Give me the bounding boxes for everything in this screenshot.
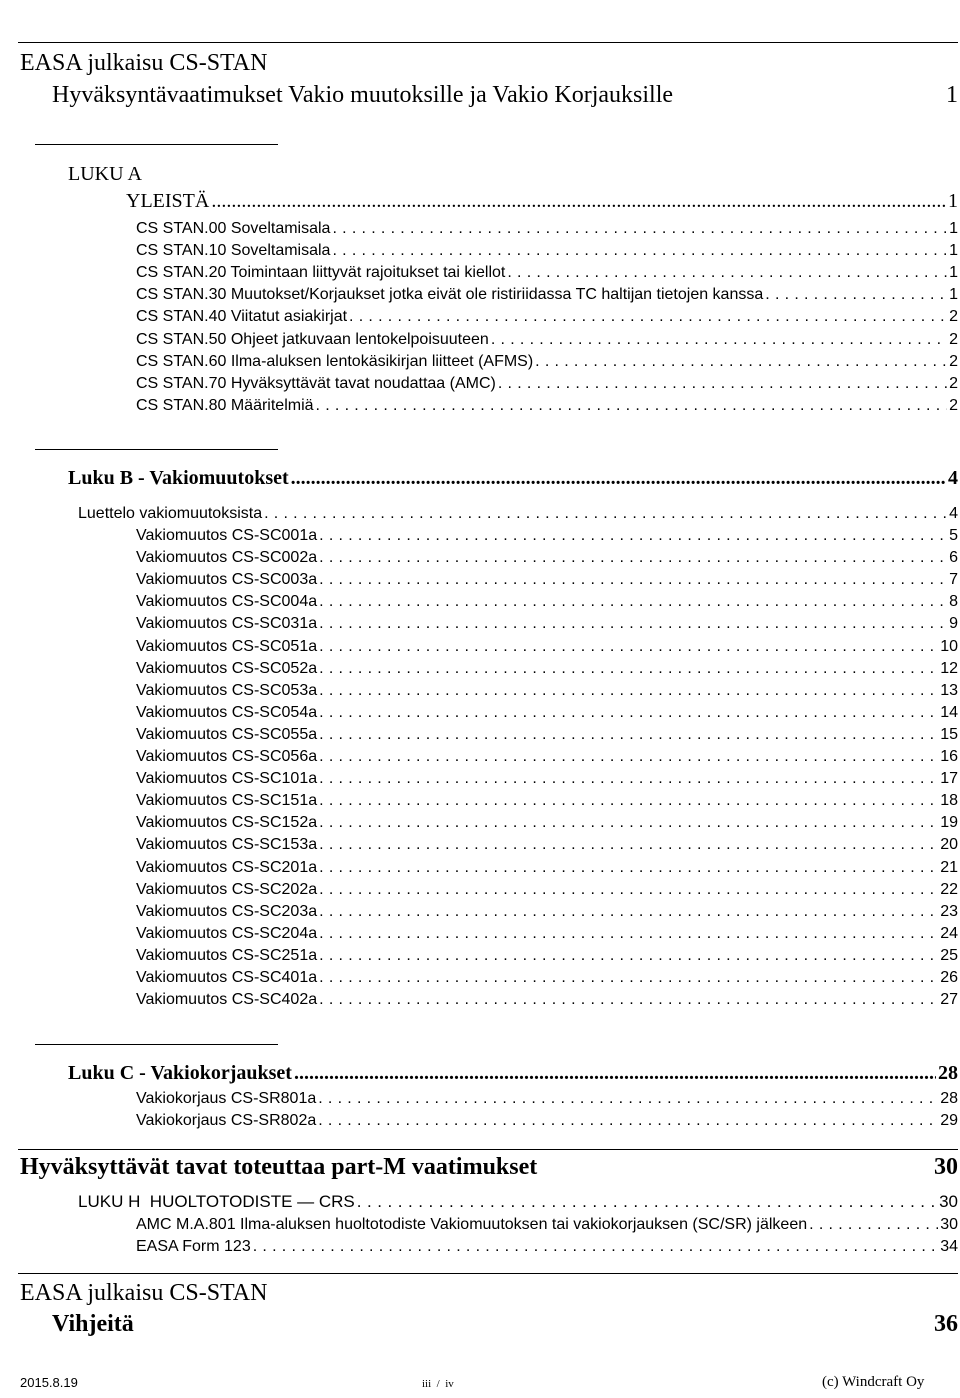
chapter-b-entry-page: 22 — [940, 880, 958, 898]
chapter-b-entry-page: 25 — [940, 946, 958, 964]
toc-leader — [357, 1192, 937, 1212]
chapter-b-entry[interactable] — [136, 571, 958, 589]
chapter-a-entry-title: CS STAN.80 Määritelmiä — [136, 396, 314, 414]
chapter-a-entry-page: 1 — [949, 242, 958, 260]
toc-leader — [318, 1090, 938, 1108]
toc-leader — [809, 1216, 938, 1234]
chapter-b-entry-title: Vakiomuutos CS-SC002a — [136, 549, 318, 567]
toc-leader — [319, 638, 938, 656]
part-m-heading-page: 30 — [934, 1154, 958, 1180]
toc-leader — [319, 925, 938, 943]
chapter-b-entry-page: 9 — [949, 615, 958, 633]
toc-leader — [498, 375, 947, 393]
chapter-b-entry-title: Vakiomuutos CS-SC052a — [136, 659, 318, 677]
footer-section-title: EASA julkaisu CS-STAN — [20, 1280, 268, 1306]
chapter-b-entry-page: 8 — [949, 593, 958, 611]
chapter-b-entry[interactable] — [136, 770, 958, 788]
chapter-b-entry-title: Vakiomuutos CS-SC054a — [136, 703, 318, 721]
chapter-b-entry-title: Vakiomuutos CS-SC051a — [136, 637, 318, 655]
chapter-a-entry[interactable] — [136, 397, 958, 415]
chapter-b-list-title-page: 4 — [949, 505, 958, 522]
chapter-b-entry[interactable] — [136, 615, 958, 633]
chapter-b-entry-title: Vakiomuutos CS-SC151a — [136, 792, 318, 810]
chapter-b-entry-title: Vakiomuutos CS-SC053a — [136, 681, 318, 699]
chapter-h-page: 30 — [939, 1192, 958, 1211]
chapter-a-label: LUKU A — [68, 163, 142, 185]
chapter-b-entry-title: Vakiomuutos CS-SC055a — [136, 725, 318, 743]
chapter-a-heading-page: 1 — [948, 190, 958, 212]
chapter-c-entry-page: 28 — [940, 1090, 958, 1107]
toc-leader — [211, 190, 946, 213]
footer-section-subtitle-page: 36 — [934, 1311, 958, 1337]
part-m-entry[interactable] — [136, 1238, 958, 1256]
chapter-b-entry[interactable] — [136, 859, 958, 877]
section-divider-b — [35, 449, 278, 450]
chapter-b-entry-page: 16 — [940, 748, 958, 765]
chapter-c-heading[interactable] — [68, 1062, 958, 1085]
chapter-b-heading-page: 4 — [948, 467, 958, 489]
chapter-b-entry[interactable] — [136, 969, 958, 987]
toc-leader — [319, 836, 938, 854]
part-m-entry[interactable] — [136, 1216, 958, 1234]
chapter-b-entry[interactable] — [136, 726, 958, 744]
chapter-b-entry-title: Vakiomuutos CS-SC003a — [136, 571, 318, 589]
chapter-b-entry-title: Vakiomuutos CS-SC056a — [136, 748, 318, 765]
top-rule — [18, 42, 958, 43]
chapter-b-entry[interactable] — [136, 527, 958, 545]
chapter-a-entry-page: 2 — [949, 396, 958, 414]
chapter-h-entry[interactable] — [78, 1192, 958, 1212]
chapter-b-entry[interactable] — [136, 947, 958, 965]
chapter-b-entry-page: 18 — [940, 792, 958, 810]
chapter-b-entry[interactable] — [136, 903, 958, 921]
chapter-b-entry-title: Vakiomuutos CS-SC153a — [136, 836, 318, 854]
chapter-b-entry-title: Vakiomuutos CS-SC202a — [136, 880, 318, 898]
chapter-b-entry-page: 20 — [940, 836, 958, 854]
chapter-b-entry-page: 7 — [949, 571, 958, 589]
chapter-b-entry[interactable] — [136, 704, 958, 722]
section-divider-m — [18, 1149, 958, 1150]
chapter-a-entry-page: 2 — [949, 308, 958, 326]
chapter-b-entry-title: Vakiomuutos CS-SC152a — [136, 814, 318, 832]
toc-leader — [319, 704, 938, 722]
chapter-b-entry[interactable] — [136, 792, 958, 810]
section-divider-footer — [18, 1273, 958, 1274]
toc-leader — [507, 264, 947, 282]
document-title: EASA julkaisu CS-STAN — [20, 50, 268, 76]
chapter-b-entry-page: 26 — [940, 969, 958, 986]
toc-leader — [319, 549, 947, 567]
chapter-b-entry-page: 17 — [940, 770, 958, 788]
toc-leader — [319, 814, 938, 832]
chapter-b-list-title[interactable] — [78, 505, 958, 523]
chapter-b-entry-title: Vakiomuutos CS-SC204a — [136, 924, 318, 942]
chapter-b-entry-title: Vakiomuutos CS-SC401a — [136, 969, 318, 986]
chapter-a-entry-title: CS STAN.60 Ilma-aluksen lentokäsikirjan liitteet (AFMS) — [136, 352, 534, 370]
toc-leader — [765, 286, 947, 304]
chapter-b-entry-title: Vakiomuutos CS-SC402a — [136, 991, 318, 1009]
toc-leader — [291, 467, 946, 490]
part-m-heading: Hyväksyttävät tavat toteuttaa part-M vaatimukset — [20, 1154, 538, 1180]
toc-leader — [319, 947, 938, 965]
part-m-entry-page: 30 — [940, 1216, 958, 1233]
document-subtitle: Hyväksyntävaatimukset Vakio muutoksille ja Vakio Korjauksille — [52, 82, 674, 108]
toc-leader — [319, 903, 938, 921]
chapter-b-entry-page: 5 — [949, 527, 958, 544]
chapter-a-entry-page: 2 — [949, 330, 958, 348]
chapter-b-entry-title: Vakiomuutos CS-SC203a — [136, 902, 318, 920]
chapter-a-entry-page: 1 — [949, 220, 958, 237]
part-m-entry-page: 34 — [940, 1238, 958, 1256]
chapter-a-entry[interactable] — [136, 264, 958, 282]
toc-leader — [319, 615, 947, 633]
chapter-a-entry-page: 1 — [949, 286, 958, 304]
chapter-a-entry[interactable] — [136, 331, 958, 349]
chapter-b-entry[interactable] — [136, 814, 958, 832]
chapter-b-entry-title: Vakiomuutos CS-SC201a — [136, 858, 318, 876]
toc-leader — [319, 660, 938, 678]
chapter-c-entry-page: 29 — [940, 1112, 958, 1130]
chapter-b-entry-page: 21 — [940, 858, 958, 876]
chapter-a-entry[interactable] — [136, 242, 958, 260]
chapter-b-entry-page: 24 — [940, 924, 958, 942]
toc-leader — [319, 571, 947, 589]
chapter-a-entry-title: CS STAN.30 Muutokset/Korjaukset jotka eivät ole ristiriidassa TC haltijan tietojen kanssa — [136, 286, 764, 304]
footer-page-indicator: iii / iv — [422, 1378, 454, 1390]
chapter-b-entry-page: 12 — [940, 659, 958, 677]
chapter-b-entry[interactable] — [136, 660, 958, 678]
chapter-a-entry[interactable] — [136, 308, 958, 326]
toc-leader — [294, 1062, 936, 1085]
chapter-b-entry-page: 14 — [940, 703, 958, 721]
chapter-b-entry[interactable] — [136, 638, 958, 656]
chapter-a-entry-title: CS STAN.00 Soveltamisala — [136, 220, 331, 237]
chapter-c-entry[interactable] — [136, 1090, 958, 1108]
chapter-a-entry-title: CS STAN.40 Viitatut asiakirjat — [136, 308, 348, 326]
chapter-a-entry[interactable] — [136, 286, 958, 304]
toc-leader — [264, 505, 947, 523]
chapter-b-entry-page: 10 — [940, 637, 958, 655]
chapter-b-entry-title: Vakiomuutos CS-SC251a — [136, 946, 318, 964]
toc-leader — [319, 726, 938, 744]
toc-leader — [319, 991, 938, 1009]
chapter-c-entry-title: Vakiokorjaus CS-SR801a — [136, 1090, 317, 1107]
chapter-a-entry-title: CS STAN.20 Toimintaan liittyvät rajoitukset tai kiellot — [136, 264, 506, 282]
section-divider-c — [35, 1044, 278, 1045]
chapter-a-heading-title: YLEISTÄ — [126, 190, 210, 212]
chapter-b-entry[interactable] — [136, 836, 958, 854]
chapter-a-entry[interactable] — [136, 353, 958, 371]
chapter-a-entry[interactable] — [136, 375, 958, 393]
chapter-a-entry-title: CS STAN.70 Hyväksyttävät tavat noudattaa (AMC) — [136, 374, 496, 392]
chapter-b-list-title-text: Luettelo vakiomuutoksista — [78, 505, 263, 522]
footer-copyright: (c) Windcraft Oy — [822, 1374, 925, 1390]
toc-leader — [332, 220, 947, 238]
part-m-entry-title: EASA Form 123 — [136, 1238, 251, 1256]
chapter-c-entry[interactable] — [136, 1112, 958, 1130]
chapter-a-entry-title: CS STAN.50 Ohjeet jatkuvaan lentokelpoisuuteen — [136, 330, 489, 348]
toc-leader — [316, 397, 948, 415]
toc-leader — [319, 969, 938, 987]
chapter-b-entry[interactable] — [136, 881, 958, 899]
toc-leader — [319, 881, 938, 899]
chapter-b-heading-title: Luku B - Vakiomuutokset — [68, 467, 289, 489]
chapter-b-entry-page: 23 — [940, 902, 958, 920]
chapter-b-entry-title: Vakiomuutos CS-SC101a — [136, 770, 318, 788]
section-divider-a — [35, 144, 278, 145]
chapter-a-entry[interactable] — [136, 220, 958, 238]
chapter-b-entry-title: Vakiomuutos CS-SC031a — [136, 615, 318, 633]
chapter-b-entry-page: 6 — [949, 549, 958, 567]
toc-leader — [319, 792, 938, 810]
toc-leader — [535, 353, 947, 371]
chapter-c-entry-title: Vakiokorjaus CS-SR802a — [136, 1112, 317, 1130]
chapter-b-entry[interactable] — [136, 593, 958, 611]
toc-leader — [332, 242, 947, 260]
chapter-b-entry[interactable] — [136, 925, 958, 943]
toc-leader — [319, 770, 938, 788]
toc-leader — [319, 593, 947, 611]
chapter-h-title: LUKU H HUOLTOTODISTE — CRS — [78, 1192, 355, 1211]
chapter-b-heading[interactable] — [68, 467, 958, 490]
chapter-b-entry[interactable] — [136, 991, 958, 1009]
chapter-b-entry-page: 27 — [940, 991, 958, 1009]
chapter-b-entry-title: Vakiomuutos CS-SC004a — [136, 593, 318, 611]
toc-leader — [253, 1238, 938, 1256]
footer-date: 2015.8.19 — [20, 1375, 78, 1390]
toc-leader — [319, 682, 938, 700]
chapter-b-entry-page: 15 — [940, 725, 958, 743]
chapter-a-entry-title: CS STAN.10 Soveltamisala — [136, 242, 331, 260]
chapter-b-entry[interactable] — [136, 549, 958, 567]
chapter-c-heading-page: 28 — [938, 1062, 958, 1084]
chapter-a-entry-page: 1 — [949, 264, 958, 282]
toc-leader — [319, 859, 938, 877]
chapter-b-entry-page: 19 — [940, 814, 958, 832]
chapter-a-entry-page: 2 — [949, 374, 958, 392]
chapter-b-entry[interactable] — [136, 748, 958, 766]
chapter-a-heading[interactable] — [126, 190, 958, 213]
part-m-entry-title: AMC M.A.801 Ilma-aluksen huoltotodiste Vakiomuutoksen tai vakiokorjauksen (SC/SR) jälkeen — [136, 1216, 808, 1233]
toc-leader — [319, 748, 938, 766]
chapter-b-entry-page: 13 — [940, 681, 958, 699]
chapter-b-entry[interactable] — [136, 682, 958, 700]
chapter-a-entry-page: 2 — [949, 352, 958, 370]
footer-section-subtitle: Vihjeitä — [52, 1311, 134, 1337]
toc-leader — [319, 527, 947, 545]
toc-leader — [318, 1112, 938, 1130]
document-subtitle-page: 1 — [946, 82, 958, 108]
toc-leader — [349, 308, 947, 326]
chapter-c-heading-title: Luku C - Vakiokorjaukset — [68, 1062, 292, 1084]
toc-leader — [491, 331, 947, 349]
chapter-b-entry-title: Vakiomuutos CS-SC001a — [136, 527, 318, 544]
